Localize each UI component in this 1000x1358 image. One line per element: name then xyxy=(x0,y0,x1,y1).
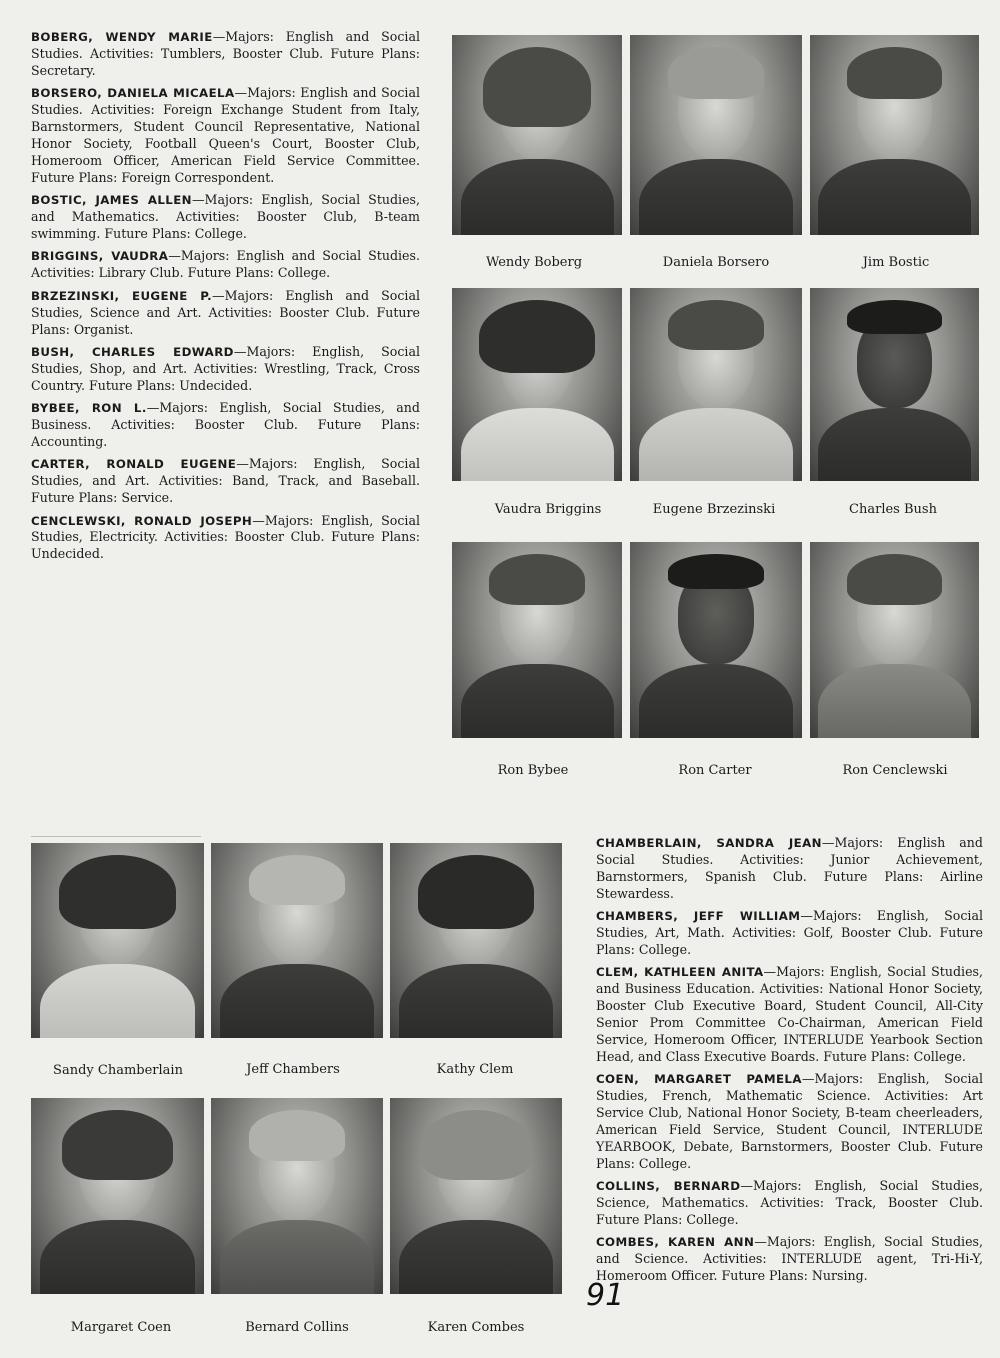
bio-text: —Majors: English, Social Studies, Art, Math. Activities: Golf, Booster Club. Future Plans: College. xyxy=(596,908,983,957)
bio-text: —Majors: English, Social Studies, and Mathematics. Activities: Booster Club, B-team swimming. Future Plans: College. xyxy=(31,192,420,241)
bio-text: —Majors: English and Social Studies, Science and Art. Activities: Booster Club. Future Plans: Organist. xyxy=(31,287,420,337)
bio-entry xyxy=(31,248,420,282)
bio-text: —Majors: English, Social Studies, and Science. Activities: INTERLUDE agent, Tri-Hi-Y, Homeroom Officer. Future Plans: Nursing. xyxy=(596,1234,983,1284)
bio-name: CARTER, RONALD EUGENE xyxy=(31,457,237,472)
bio-text: —Majors: English, Social Studies, Shop, and Art. Activities: Wrestling, Track, Cross Country. Future Plans: Undecided. xyxy=(31,343,420,393)
photo-caption: Bernard Collins xyxy=(245,1320,349,1335)
portrait-photo xyxy=(452,35,622,235)
bio-text: —Majors: English and Social Studies. Activities: Foreign Exchange Student from Italy, Barnstormers, Student Council Representative, National Honor Society, Football Queen's Court, Booster Club, Homeroom Officer, American Field Service Committee. Future Plans: Foreign Correspondent. xyxy=(31,85,420,185)
photo-caption: Ron Carter xyxy=(678,763,752,778)
bio-name: CHAMBERS, JEFF WILLIAM xyxy=(596,909,801,924)
bio-text: —Majors: English, Social Studies, and Business. Activities: Booster Club. Future Plans: Accounting. xyxy=(31,400,420,449)
bio-name: COEN, MARGARET PAMELA xyxy=(596,1072,802,1087)
bio-entry xyxy=(596,1234,983,1285)
photo-caption: Jeff Chambers xyxy=(246,1062,340,1077)
bio-name: BOSTIC, JAMES ALLEN xyxy=(31,193,192,208)
bio-text: —Majors: English, Social Studies, French, Mathematic Science. Activities: Art Service Club, National Honor Society, B-team cheerleaders, American Field Service, Student Council, INTERLUDE YEARBOOK, Debate, Barnstormers, Booster Club. Future Plans: College. xyxy=(596,1071,984,1171)
bio-entry xyxy=(596,1178,983,1229)
photo-caption: Karen Combes xyxy=(427,1320,525,1335)
photo-caption: Wendy Boberg xyxy=(485,255,583,270)
portrait-photo xyxy=(630,288,802,481)
photo-caption: Ron Bybee xyxy=(497,763,569,778)
bio-text: —Majors: English, Social Studies, Science, Mathematics. Activities: Track, Booster Club. Future Plans: College. xyxy=(596,1178,984,1228)
bio-name: CENCLEWSKI, RONALD JOSEPH xyxy=(31,513,253,528)
photo-caption: Margaret Coen xyxy=(70,1320,172,1335)
bio-name: CHAMBERLAIN, SANDRA JEAN xyxy=(596,836,822,850)
page-number: 91 xyxy=(586,1278,625,1313)
photo-caption: Jim Bostic xyxy=(862,255,930,270)
photo-caption: Charles Bush xyxy=(849,502,937,517)
divider xyxy=(31,836,201,837)
bio-entry xyxy=(31,85,420,186)
portrait-photo xyxy=(390,843,562,1038)
bio-name: BUSH, CHARLES EDWARD xyxy=(31,344,234,359)
bio-text: —Majors: English and Social Studies. Activities: Tumblers, Booster Club. Future Plans: Secretary. xyxy=(31,29,420,78)
bio-entry xyxy=(31,400,420,451)
bio-entry xyxy=(31,192,420,243)
portrait-photo xyxy=(211,843,383,1038)
bio-entry xyxy=(31,344,420,395)
bio-entry xyxy=(31,29,420,80)
bio-entry xyxy=(596,908,983,959)
photo-caption: Kathy Clem xyxy=(436,1062,514,1077)
bio-text: —Majors: English, Social Studies, Electricity. Activities: Booster Club. Future Plans: Undecided. xyxy=(31,512,420,562)
portrait-photo xyxy=(452,542,622,738)
bio-text: —Majors: English and Social Studies. Activities: Library Club. Future Plans: College. xyxy=(31,248,420,281)
bio-name: BOBERG, WENDY MARIE xyxy=(31,30,213,44)
photo-caption: Ron Cenclewski xyxy=(842,763,948,778)
bio-text: —Majors: English, Social Studies, and Art. Activities: Band, Track, and Baseball. Future Plans: Service. xyxy=(31,456,420,506)
portrait-photo xyxy=(810,542,979,738)
portrait-photo xyxy=(810,35,979,235)
bio-text: —Majors: English and Social Studies. Activities: Junior Achievement, Barnstormers, Spanish Club. Future Plans: Airline Stewardess. xyxy=(596,835,983,901)
bio-name: COLLINS, BERNARD xyxy=(596,1179,741,1194)
bio-name: BYBEE, RON L. xyxy=(31,401,147,416)
bio-entry xyxy=(596,835,983,903)
bio-name: BORSERO, DANIELA MICAELA xyxy=(31,86,235,101)
photo-caption: Eugene Brzezinski xyxy=(652,502,776,517)
bio-entry xyxy=(31,513,420,564)
photo-caption: Daniela Borsero xyxy=(662,255,770,270)
photo-caption: Vaudra Briggins xyxy=(494,502,602,517)
bio-column-top xyxy=(31,29,420,569)
bio-entry xyxy=(596,964,983,1065)
photo-caption: Sandy Chamberlain xyxy=(53,1063,183,1078)
portrait-photo xyxy=(31,1098,204,1294)
portrait-photo xyxy=(31,843,204,1038)
portrait-photo xyxy=(630,35,802,235)
bio-name: BRIGGINS, VAUDRA xyxy=(31,249,169,264)
portrait-photo xyxy=(452,288,622,481)
bio-name: CLEM, KATHLEEN ANITA xyxy=(596,965,764,980)
portrait-photo xyxy=(630,542,802,738)
bio-text: —Majors: English, Social Studies, and Business Education. Activities: National Honor Society, Booster Club Executive Board, Student Council, All-City Senior Prom Committee Co-Chairman, American Field Service, Homeroom Officer, INTERLUDE Yearbook Section Head, and Class Executive Boards. Future Plans: College. xyxy=(596,964,983,1064)
bio-name: COMBES, KAREN ANN xyxy=(596,1235,755,1250)
portrait-photo xyxy=(390,1098,562,1294)
bio-entry xyxy=(596,1071,983,1172)
portrait-photo xyxy=(211,1098,383,1294)
bio-column-bottom xyxy=(596,835,983,1291)
portrait-photo xyxy=(810,288,979,481)
bio-name: BRZEZINSKI, EUGENE P. xyxy=(31,288,213,303)
bio-entry xyxy=(31,456,420,507)
bio-entry xyxy=(31,288,420,339)
